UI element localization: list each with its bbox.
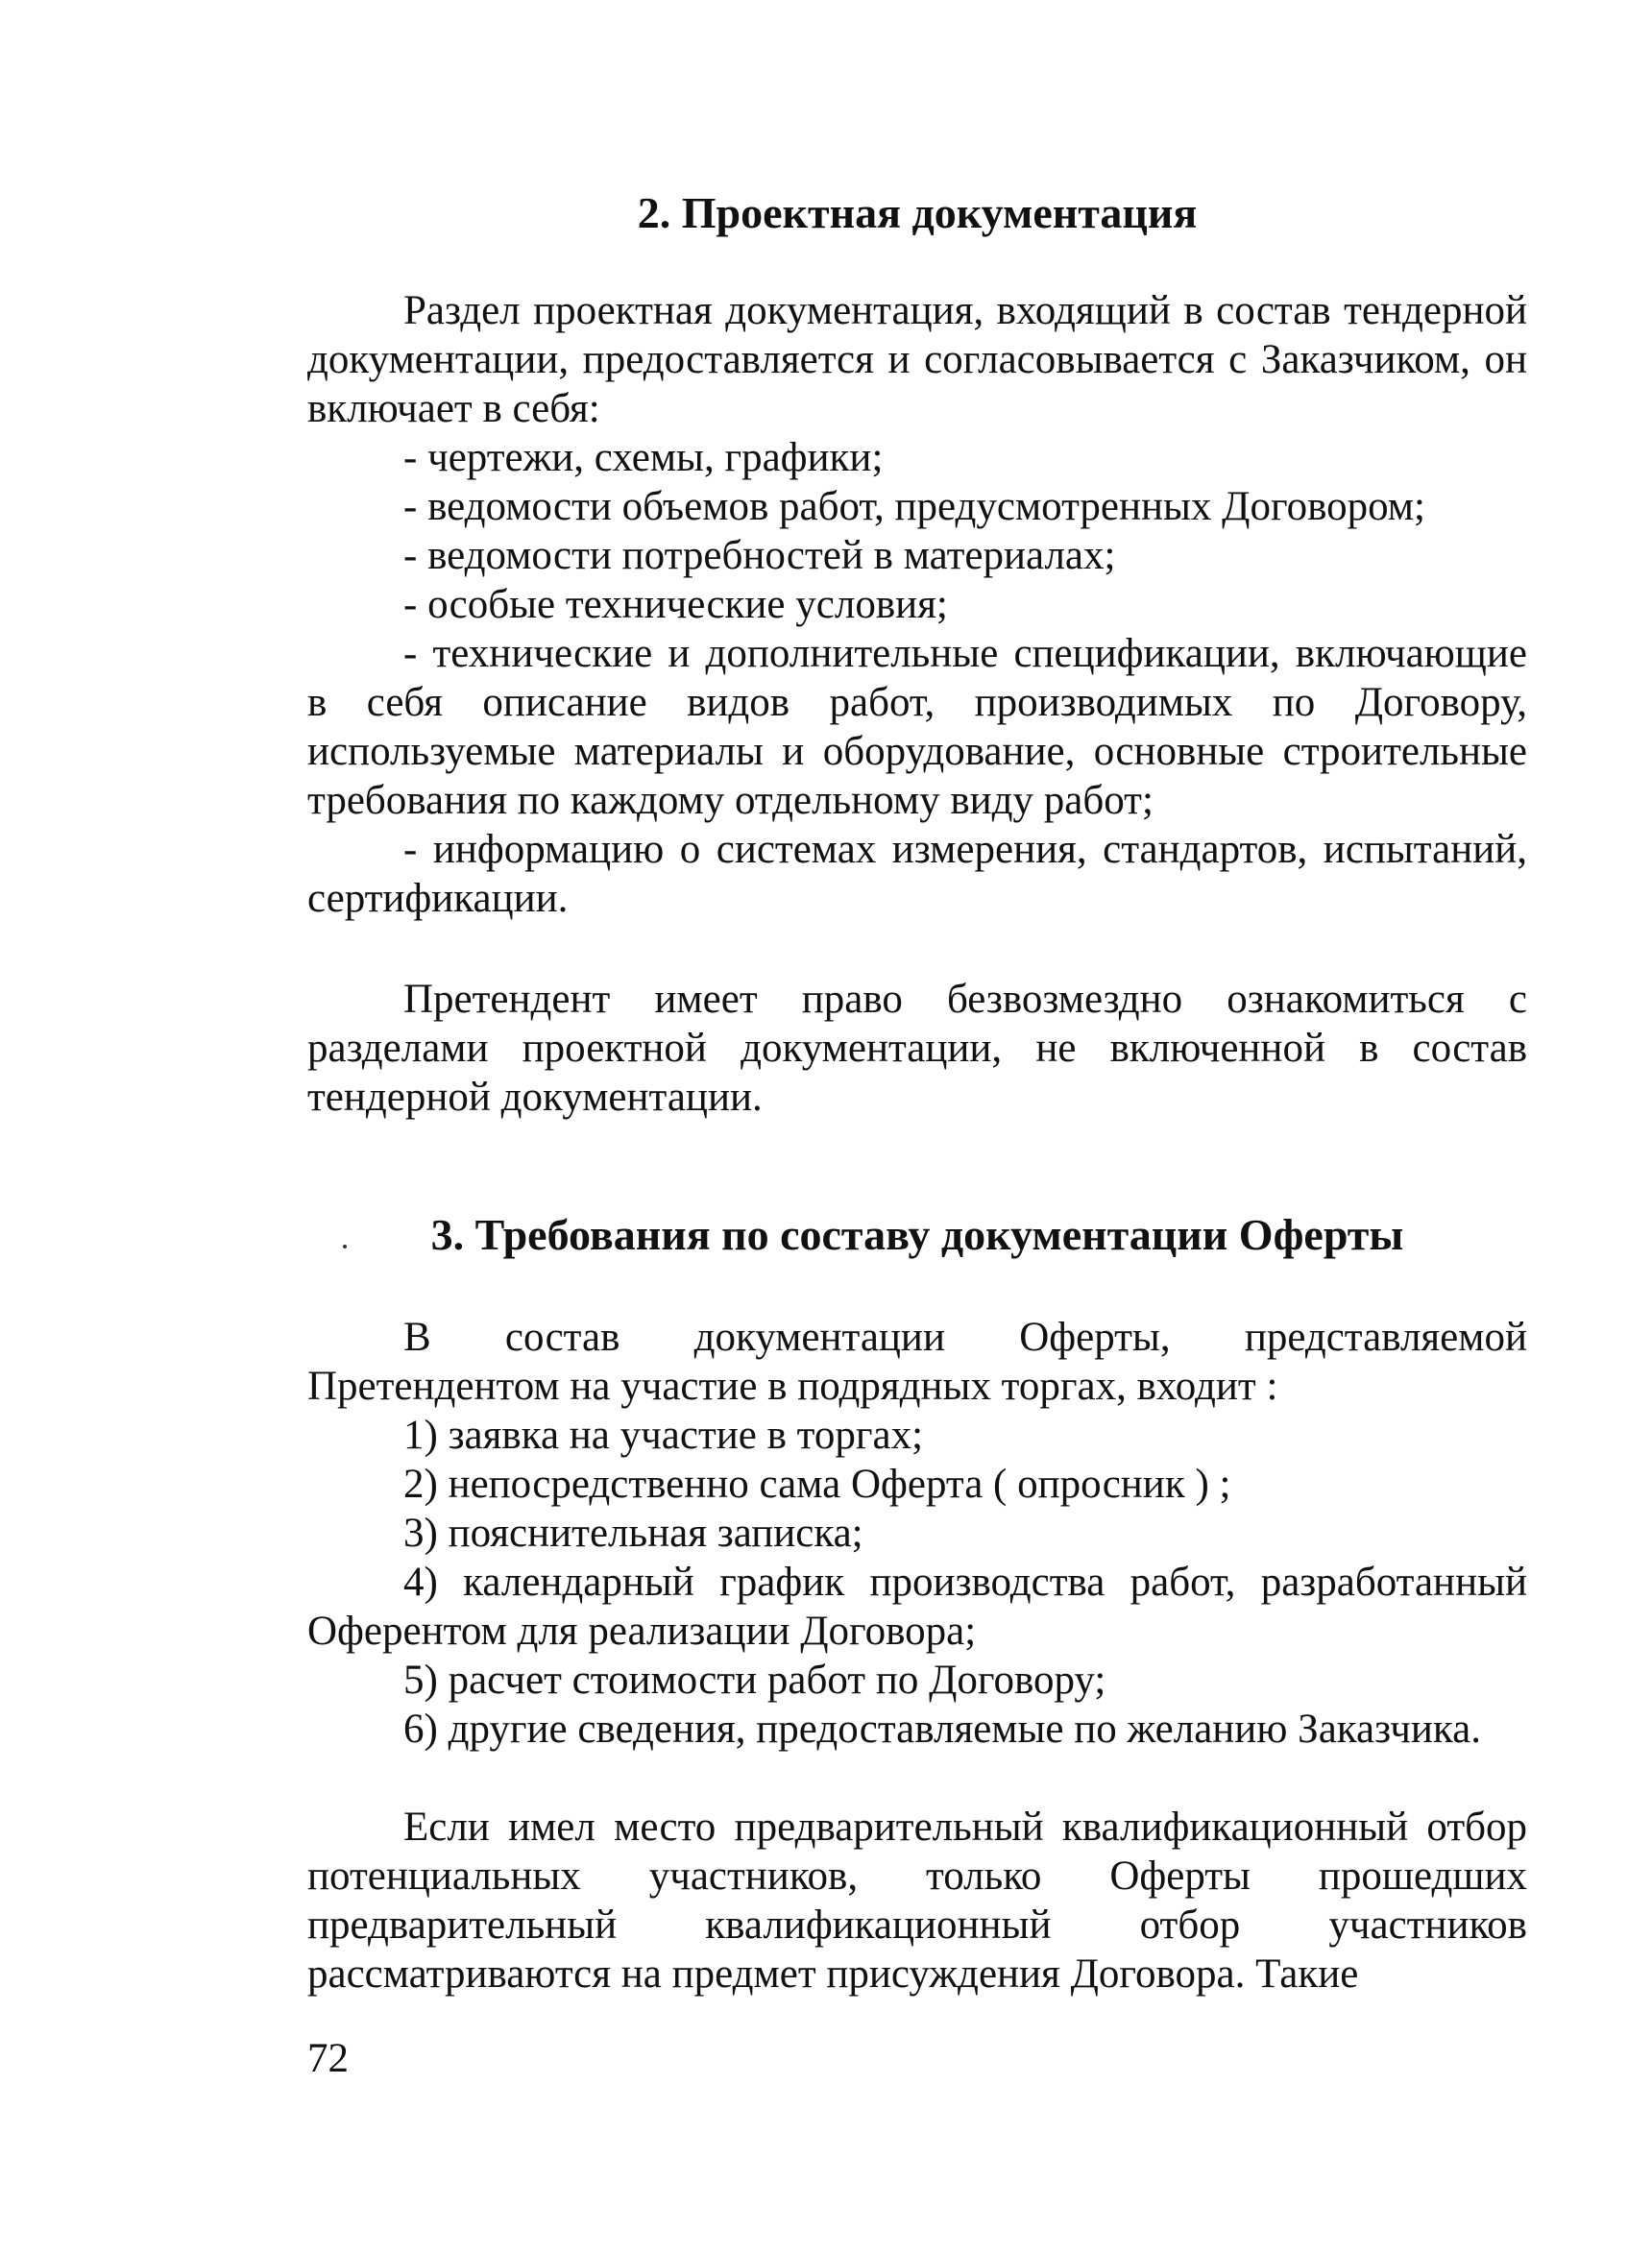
list-item: 5) расчет стоимости работ по Договору; [403, 1658, 1106, 1703]
list-item: 6) другие сведения, предоставляемые по желанию Заказчика. [403, 1707, 1481, 1752]
list-item: 4) календарный график производства работ, разработанный Оферентом для реализации Договора; [307, 1560, 1527, 1654]
list-item: 3) пояснительная записка; [403, 1511, 863, 1556]
list-item: - информацию о системах измерения, стандартов, испытаний, сертификации. [307, 827, 1527, 921]
list-item: 2) непосредственно сама Оферта ( опросник ) ; [403, 1462, 1231, 1507]
section-3-heading: 3. Требования по составу документации Оферты [430, 1210, 1404, 1259]
list-item: - ведомости объемов работ, предусмотренных Договором; [403, 484, 1425, 529]
section-2-list [307, 433, 1527, 923]
list-item: - ведомости потребностей в материалах; [403, 533, 1116, 578]
pretendent-paragraph: Претендент имеет право безвозмездно ознакомиться с разделами проектной документации, не включенной в состав тендерной документации. [307, 977, 1527, 1120]
section-3-list [307, 1411, 1527, 1754]
list-item: 1) заявка на участие в торгах; [403, 1413, 924, 1458]
section-3-intro-paragraph: В состав документации Оферты, представляемой Претендентом на участие в подрядных торгах, входит : [307, 1315, 1527, 1409]
list-item: - чертежи, схемы, графики; [403, 435, 884, 480]
list-item: - технические и дополнительные спецификации, включающие в себя описание видов работ, производимых по Договору, используемые материалы и оборудование, основные строительные требования по каждому отдельному виду работ; [307, 631, 1527, 823]
page-number: 72 [307, 2036, 349, 2081]
qualification-paragraph: Если имел место предварительный квалификационный отбор потенциальных участников, только Оферты прошедших предварительный квалификационный отбор участников рассматриваются на предмет присуждения Договора. Такие [307, 1805, 1527, 1997]
section-2-heading: 2. Проектная документация [637, 188, 1198, 237]
list-item: - особые технические условия; [403, 582, 948, 627]
section-2-intro-paragraph: Раздел проектная документация, входящий в состав тендерной документации, предоставляется и согласовывается с Заказчиком, он включает в себя: [307, 288, 1527, 431]
